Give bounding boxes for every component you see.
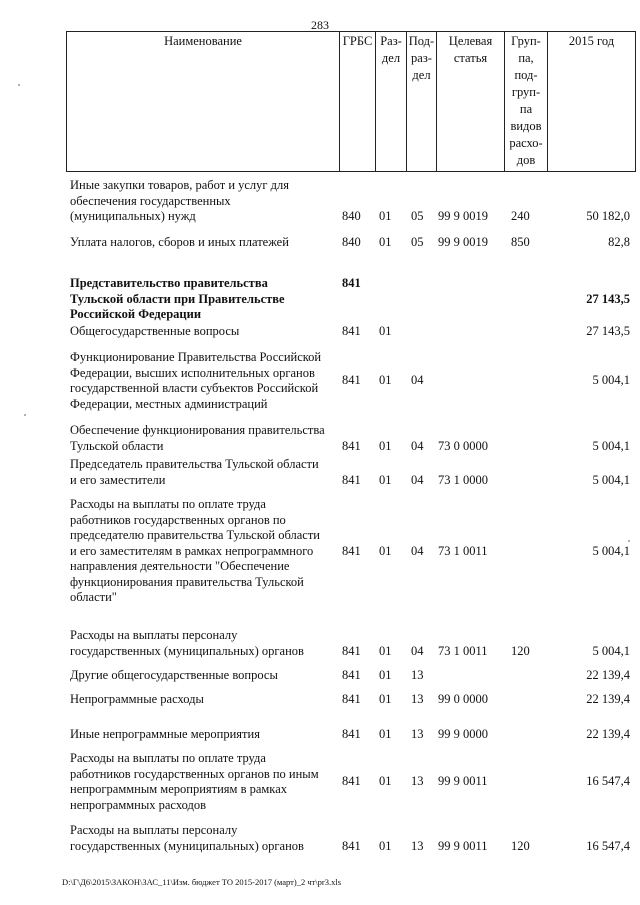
row-grbs: 841 xyxy=(342,472,361,487)
row-name-line: Председатель правительства Тульской области xyxy=(70,457,319,471)
row-name-line: обеспечения государственных xyxy=(70,193,231,208)
row-podrazdel: 13 xyxy=(411,727,424,741)
header-gruppa-line: дов xyxy=(516,153,536,167)
row-name-line: государственной власти субъектов Российской xyxy=(70,381,319,395)
row-expense-type: 120 xyxy=(511,838,530,853)
row-name-line: Российской Федерации xyxy=(70,307,202,321)
row-name xyxy=(70,350,338,412)
row-sum-2015: 5 004,1 xyxy=(592,373,630,387)
row-podrazdel: 04 xyxy=(411,544,424,558)
row-sum-2015: 22 139,4 xyxy=(586,668,630,682)
row-podrazdel: 04 xyxy=(411,373,424,387)
row-name-line: Другие общегосударственные вопросы xyxy=(70,668,278,682)
table-row xyxy=(66,823,636,854)
row-grbs: 841 xyxy=(342,276,361,290)
table-row xyxy=(66,727,636,743)
row-name xyxy=(70,497,338,606)
header-gruppa-line: груп- xyxy=(511,85,541,99)
row-name-line: Представительство правительства xyxy=(70,276,268,290)
row-name-line: направления деятельности "Обеспечение xyxy=(70,559,290,573)
row-name-line: непрограммным мероприятиям в рамках xyxy=(70,782,287,796)
row-grbs: 841 xyxy=(342,727,361,741)
row-sum-2015: 27 143,5 xyxy=(586,291,630,306)
row-name xyxy=(70,668,338,684)
row-name-line: области" xyxy=(70,590,117,604)
row-razdel: 01 xyxy=(379,544,392,558)
row-grbs: 841 xyxy=(342,544,361,558)
row-target-article: 99 9 0019 xyxy=(438,235,488,249)
scan-speck xyxy=(24,414,26,416)
row-name-line: Расходы на выплаты персоналу xyxy=(70,823,238,837)
header-gruppa-line: расхо- xyxy=(509,136,543,150)
row-sum-2015: 27 143,5 xyxy=(586,324,630,338)
table-row xyxy=(66,178,636,225)
row-name xyxy=(70,457,338,488)
row-target-article: 99 9 0011 xyxy=(438,774,488,788)
row-grbs: 840 xyxy=(342,209,361,223)
row-name xyxy=(70,423,338,454)
row-sum-2015: 82,8 xyxy=(608,235,630,249)
table-row xyxy=(66,350,636,412)
row-grbs: 841 xyxy=(342,643,361,658)
header-grbs xyxy=(339,32,375,171)
row-name xyxy=(70,324,338,340)
row-razdel: 01 xyxy=(379,774,392,788)
row-sum-2015: 16 547,4 xyxy=(586,774,630,788)
row-razdel: 01 xyxy=(379,838,392,853)
table-row xyxy=(66,497,636,606)
row-sum-2015: 22 139,4 xyxy=(586,727,630,741)
row-name xyxy=(70,235,338,251)
table-row xyxy=(66,692,636,708)
row-podrazdel: 04 xyxy=(411,438,424,453)
row-name-line: Функционирование Правительства Российской xyxy=(70,350,322,364)
row-razdel: 01 xyxy=(379,438,392,453)
row-podrazdel: 04 xyxy=(411,472,424,487)
header-grbs-label: ГРБС xyxy=(342,34,373,48)
header-year-label: 2015 год xyxy=(568,34,615,48)
table-row xyxy=(66,423,636,454)
header-podrazdel-line: раз- xyxy=(411,51,432,65)
row-name-line: государственных (муниципальных) органов xyxy=(70,643,304,658)
row-razdel: 01 xyxy=(379,235,392,249)
row-target-article: 73 1 0011 xyxy=(438,643,488,658)
row-name-line: (муниципальных) нужд xyxy=(70,209,196,223)
row-sum-2015: 22 139,4 xyxy=(586,692,630,706)
row-sum-2015: 5 004,1 xyxy=(592,472,630,487)
row-razdel: 01 xyxy=(379,668,392,682)
row-grbs: 841 xyxy=(342,324,361,338)
row-sum-2015: 5 004,1 xyxy=(592,438,630,453)
row-name-line: работников государственных органов по иным xyxy=(70,766,319,781)
row-target-article: 73 0 0000 xyxy=(438,438,488,453)
header-gruppa-line: Груп- xyxy=(511,34,541,48)
footer-path: D:\Г\Д6\2015\ЗАКОН\ЗАС_11\Изм. бюджет ТО 2015-2017 (март)_2 чт\pr3.xls xyxy=(62,877,342,887)
row-name-line: Уплата налогов, сборов и иных платежей xyxy=(70,235,289,249)
table-row xyxy=(66,324,636,340)
row-expense-type: 120 xyxy=(511,643,530,658)
header-gruppa-line: па, xyxy=(518,51,534,65)
row-sum-2015: 5 004,1 xyxy=(592,544,630,558)
row-grbs: 841 xyxy=(342,438,361,453)
header-podrazdel-line: Под- xyxy=(408,34,435,48)
row-name xyxy=(70,692,338,708)
header-year xyxy=(547,32,635,171)
row-grbs: 841 xyxy=(342,373,361,387)
row-razdel: 01 xyxy=(379,727,392,741)
row-target-article: 73 1 0000 xyxy=(438,472,488,487)
table-row xyxy=(66,235,636,251)
row-expense-type: 240 xyxy=(511,209,530,223)
row-name xyxy=(70,751,338,813)
row-razdel: 01 xyxy=(379,472,392,487)
row-podrazdel: 13 xyxy=(411,692,424,706)
table-row xyxy=(66,628,636,659)
row-target-article: 99 0 0000 xyxy=(438,692,488,706)
row-name-line: Непрограммные расходы xyxy=(70,692,204,706)
row-name-line: Тульской области при Правительстве xyxy=(70,291,285,306)
row-sum-2015: 16 547,4 xyxy=(586,838,630,853)
header-tselevaya-line: Целевая xyxy=(448,34,493,48)
row-name xyxy=(70,727,338,743)
header-razdel xyxy=(375,32,406,171)
row-razdel: 01 xyxy=(379,209,392,223)
header-tselevaya-line: статья xyxy=(453,51,488,65)
header-razdel-line: дел xyxy=(381,51,401,65)
table-row xyxy=(66,276,636,323)
row-name xyxy=(70,178,338,225)
row-name-line: работников государственных органов по xyxy=(70,512,286,527)
row-name-line: Федерации, высших исполнительных органов xyxy=(70,365,315,380)
row-target-article: 73 1 0011 xyxy=(438,544,488,558)
row-grbs: 840 xyxy=(342,235,361,249)
row-name xyxy=(70,823,338,854)
row-name-line: Расходы на выплаты по оплате труда xyxy=(70,497,266,511)
table-row xyxy=(66,751,636,813)
row-podrazdel: 13 xyxy=(411,838,424,853)
row-name xyxy=(70,628,338,659)
row-razdel: 01 xyxy=(379,324,392,338)
row-grbs: 841 xyxy=(342,668,361,682)
row-name-line: Иные закупки товаров, работ и услуг для xyxy=(70,178,290,192)
header-gruppa-line: видов xyxy=(510,119,542,133)
scan-speck xyxy=(18,84,20,86)
row-grbs: 841 xyxy=(342,774,361,788)
row-sum-2015: 50 182,0 xyxy=(586,209,630,223)
row-razdel: 01 xyxy=(379,643,392,658)
row-name-line: Иные непрограммные мероприятия xyxy=(70,727,260,741)
row-sum-2015: 5 004,1 xyxy=(592,643,630,658)
row-name-line: Тульской области xyxy=(70,438,164,453)
row-grbs: 841 xyxy=(342,838,361,853)
row-name-line: Расходы на выплаты по оплате труда xyxy=(70,751,266,765)
row-name-line: и его заместители xyxy=(70,472,166,487)
row-name-line: Обеспечение функционирования правительства xyxy=(70,423,325,437)
row-name-line: функционирования правительства Тульской xyxy=(70,574,304,589)
header-tselevaya xyxy=(436,32,504,171)
row-podrazdel: 04 xyxy=(411,643,424,658)
row-target-article: 99 9 0011 xyxy=(438,838,488,853)
row-podrazdel: 13 xyxy=(411,774,424,788)
row-name-line: государственных (муниципальных) органов xyxy=(70,838,304,853)
row-name-line: председателю правительства Тульской области xyxy=(70,528,320,542)
row-name xyxy=(70,276,338,323)
row-name-line: Расходы на выплаты персоналу xyxy=(70,628,238,642)
header-gruppa-line: па xyxy=(519,102,533,116)
row-name-line: и его заместителям в рамках непрограммного xyxy=(70,543,314,558)
row-name-line: Общегосударственные вопросы xyxy=(70,324,240,338)
header-podrazdel-line: дел xyxy=(412,68,431,82)
header-razdel-line: Раз- xyxy=(380,34,402,48)
row-target-article: 99 9 0019 xyxy=(438,209,488,223)
page-number: 283 xyxy=(311,18,329,32)
row-name-line: Федерации, местных администраций xyxy=(70,396,268,411)
row-target-article: 99 9 0000 xyxy=(438,727,488,741)
row-podrazdel: 05 xyxy=(411,209,424,223)
header-podrazdel xyxy=(406,32,436,171)
header-gruppa xyxy=(504,32,547,171)
table-row xyxy=(66,668,636,684)
row-expense-type: 850 xyxy=(511,235,530,249)
row-grbs: 841 xyxy=(342,692,361,706)
header-name-label: Наименование xyxy=(164,34,242,48)
row-razdel: 01 xyxy=(379,692,392,706)
table-row xyxy=(66,457,636,488)
row-podrazdel: 05 xyxy=(411,235,424,249)
header-name xyxy=(67,32,339,171)
row-name-line: непрограммных расходов xyxy=(70,797,206,812)
scan-speck xyxy=(628,540,630,542)
row-podrazdel: 13 xyxy=(411,668,424,682)
row-razdel: 01 xyxy=(379,373,392,387)
header-gruppa-line: под- xyxy=(514,68,538,82)
table-header xyxy=(66,31,636,172)
